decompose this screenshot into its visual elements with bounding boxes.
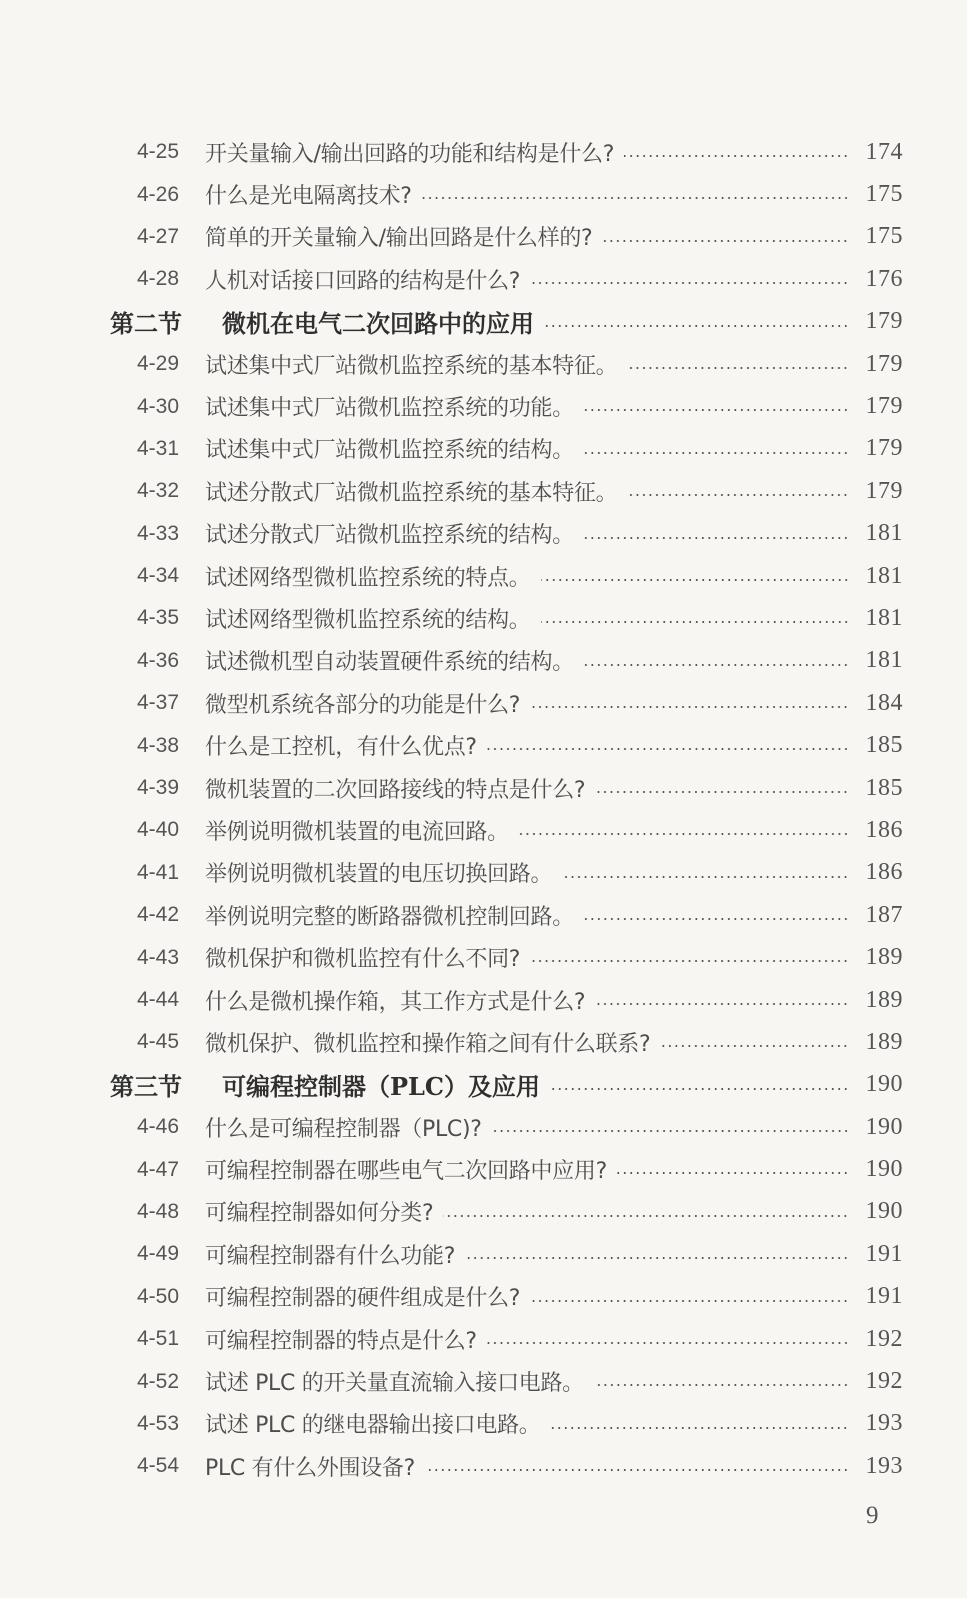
- entry-title: 微机保护和微机监控有什么不同?: [205, 947, 521, 973]
- toc-entry-row[interactable]: [0, 809, 967, 851]
- entry-number: 4-51: [137, 1327, 180, 1351]
- dot-leader: [487, 748, 849, 750]
- entry-page-number: 181: [865, 647, 903, 674]
- entry-title: PLC 有什么外围设备?: [205, 1455, 415, 1481]
- dot-leader: [425, 1469, 849, 1471]
- toc-entry-row[interactable]: [0, 1233, 967, 1275]
- entry-page-number: 190: [865, 1198, 903, 1225]
- entry-title: 试述微机型自动装置硬件系统的结构。: [205, 650, 574, 676]
- entry-number: 4-32: [137, 479, 180, 503]
- entry-title: 可编程控制器的硬件组成是什么?: [205, 1286, 521, 1312]
- toc-entry-row[interactable]: [0, 894, 967, 936]
- entry-page-number: 175: [865, 181, 903, 208]
- entry-title: 举例说明微机装置的电压切换回路。: [205, 862, 553, 888]
- dot-leader: [584, 409, 849, 411]
- entry-number: 4-30: [137, 394, 180, 418]
- entry-title: 微机装置的二次回路接线的特点是什么?: [205, 777, 586, 803]
- dot-leader: [530, 282, 849, 284]
- section-label: 第三节: [110, 1072, 182, 1102]
- toc-entry-row[interactable]: [0, 1360, 967, 1402]
- entry-page-number: 181: [865, 562, 903, 589]
- section-label: 第二节: [110, 309, 182, 339]
- page-number: 9: [866, 1502, 879, 1529]
- entry-title: 试述分散式厂站微机监控系统的结构。: [205, 523, 574, 549]
- entry-page-number: 190: [865, 1071, 903, 1098]
- toc-section-row[interactable]: [0, 301, 967, 343]
- entry-page-number: 191: [865, 1283, 903, 1310]
- entry-page-number: 186: [865, 816, 903, 843]
- dot-leader: [519, 833, 849, 835]
- dot-leader: [627, 367, 849, 369]
- entry-page-number: 185: [865, 774, 903, 801]
- entry-page-number: 186: [865, 859, 903, 886]
- entry-title: 微型机系统各部分的功能是什么?: [205, 692, 521, 718]
- dot-leader: [530, 1300, 849, 1302]
- entry-number: 4-54: [137, 1454, 180, 1478]
- entry-number: 4-53: [137, 1411, 180, 1435]
- entry-title: 什么是微机操作箱，其工作方式是什么?: [205, 989, 586, 1015]
- entry-title: 试述 PLC 的开关量直流输入接口电路。: [205, 1371, 584, 1397]
- toc-entry-row[interactable]: [0, 682, 967, 724]
- toc-section-row[interactable]: [0, 1064, 967, 1106]
- entry-number: 4-26: [137, 182, 180, 206]
- toc-entry-row[interactable]: [0, 724, 967, 766]
- entry-number: 4-44: [137, 988, 180, 1011]
- entry-page-number: 189: [865, 1028, 903, 1055]
- entry-page-number: 184: [865, 689, 903, 716]
- entry-title: 举例说明微机装置的电流回路。: [205, 819, 509, 845]
- dot-leader: [541, 579, 849, 581]
- dot-leader: [550, 1427, 849, 1429]
- dot-leader: [602, 240, 849, 242]
- toc-entry-row[interactable]: [0, 597, 967, 639]
- dot-leader: [422, 197, 849, 199]
- toc-entry-row[interactable]: [0, 470, 967, 512]
- dot-leader: [465, 1257, 849, 1259]
- entry-page-number: 190: [865, 1113, 903, 1140]
- section-title: 可编程控制器（PLC）及应用: [222, 1072, 541, 1102]
- entry-title: 开关量输入/输出回路的功能和结构是什么?: [205, 141, 615, 167]
- section-title: 微机在电气二次回路中的应用: [222, 309, 534, 339]
- entry-title: 试述集中式厂站微机监控系统的基本特征。: [205, 353, 618, 379]
- entry-number: 4-43: [137, 945, 180, 969]
- entry-title: 人机对话接口回路的结构是什么?: [205, 268, 521, 294]
- entry-number: 4-36: [137, 648, 180, 672]
- entry-page-number: 174: [865, 138, 903, 165]
- toc-entry-row[interactable]: [0, 1445, 967, 1487]
- toc-entry-row[interactable]: [0, 343, 967, 385]
- entry-number: 4-27: [137, 224, 180, 248]
- dot-leader: [562, 876, 849, 878]
- entry-title: 试述网络型微机监控系统的结构。: [205, 607, 531, 633]
- toc-entry-row[interactable]: [0, 767, 967, 809]
- toc-entry-row[interactable]: [0, 1191, 967, 1233]
- entry-title: 可编程控制器在哪些电气二次回路中应用?: [205, 1159, 607, 1185]
- entry-page-number: 176: [865, 265, 903, 292]
- entry-page-number: 181: [865, 604, 903, 631]
- dot-leader: [443, 1215, 849, 1217]
- entry-page-number: 192: [865, 1325, 903, 1352]
- dot-leader: [584, 452, 849, 454]
- toc-entry-row[interactable]: [0, 1106, 967, 1148]
- toc-entry-row[interactable]: [0, 1403, 967, 1445]
- toc-entry-row[interactable]: [0, 513, 967, 555]
- entry-number: 4-25: [137, 140, 180, 164]
- dot-leader: [487, 1342, 849, 1344]
- toc-entry-row[interactable]: [0, 640, 967, 682]
- entry-page-number: 192: [865, 1368, 903, 1395]
- dot-leader: [624, 155, 849, 157]
- entry-page-number: 179: [865, 308, 903, 335]
- entry-title: 简单的开关量输入/输出回路是什么样的?: [205, 226, 593, 252]
- dot-leader: [627, 494, 849, 496]
- entry-page-number: 191: [865, 1240, 903, 1267]
- entry-title: 试述集中式厂站微机监控系统的结构。: [205, 438, 574, 464]
- entry-number: 4-46: [137, 1115, 180, 1139]
- dot-leader: [660, 1045, 849, 1047]
- entry-title: 试述集中式厂站微机监控系统的功能。: [205, 396, 574, 422]
- entry-page-number: 187: [865, 901, 903, 928]
- entry-page-number: 189: [865, 944, 903, 971]
- entry-page-number: 179: [865, 350, 903, 377]
- entry-title: 试述网络型微机监控系统的特点。: [205, 565, 531, 591]
- entry-number: 4-28: [137, 267, 180, 291]
- dot-leader: [541, 621, 849, 623]
- dot-leader: [584, 918, 849, 920]
- dot-leader: [550, 1088, 849, 1090]
- entry-page-number: 193: [865, 1452, 903, 1479]
- entry-number: 4-39: [137, 776, 180, 800]
- table-of-contents: [0, 131, 967, 1488]
- entry-number: 4-31: [137, 436, 180, 460]
- dot-leader: [530, 706, 849, 708]
- entry-number: 4-29: [137, 352, 180, 376]
- entry-number: 4-42: [137, 903, 180, 927]
- toc-entry-row[interactable]: [0, 131, 967, 173]
- toc-entry-row[interactable]: [0, 1148, 967, 1190]
- dot-leader: [544, 325, 849, 327]
- toc-entry-row[interactable]: [0, 428, 967, 470]
- entry-number: 4-50: [137, 1284, 180, 1308]
- entry-number: 4-49: [137, 1242, 180, 1266]
- entry-title: 什么是可编程控制器（PLC)?: [205, 1116, 482, 1142]
- entry-page-number: 179: [865, 435, 903, 462]
- entry-page-number: 190: [865, 1156, 903, 1183]
- toc-entry-row[interactable]: [0, 258, 967, 300]
- toc-entry-row[interactable]: [0, 1021, 967, 1063]
- dot-leader: [492, 1130, 849, 1132]
- entry-number: 4-47: [137, 1157, 180, 1181]
- entry-page-number: 179: [865, 477, 903, 504]
- toc-entry-row[interactable]: [0, 216, 967, 258]
- entry-title: 举例说明完整的断路器微机控制回路。: [205, 904, 574, 930]
- entry-page-number: 189: [865, 986, 903, 1013]
- toc-entry-row[interactable]: [0, 555, 967, 597]
- entry-title: 可编程控制器如何分类?: [205, 1201, 434, 1227]
- entry-title: 什么是光电隔离技术?: [205, 184, 412, 210]
- entry-number: 4-33: [137, 521, 180, 545]
- entry-number: 4-45: [137, 1030, 180, 1054]
- toc-entry-row[interactable]: [0, 173, 967, 215]
- entry-number: 4-40: [137, 818, 180, 842]
- entry-number: 4-38: [137, 733, 180, 757]
- entry-number: 4-52: [137, 1369, 180, 1393]
- entry-number: 4-37: [137, 691, 180, 715]
- entry-number: 4-34: [137, 564, 180, 588]
- entry-page-number: 175: [865, 223, 903, 250]
- dot-leader: [595, 791, 849, 793]
- entry-number: 4-48: [137, 1199, 180, 1223]
- dot-leader: [617, 1172, 849, 1174]
- toc-entry-row[interactable]: [0, 852, 967, 894]
- toc-entry-row[interactable]: [0, 385, 967, 427]
- entry-title: 试述分散式厂站微机监控系统的基本特征。: [205, 480, 618, 506]
- entry-title: 微机保护、微机监控和操作箱之间有什么联系?: [205, 1031, 651, 1057]
- toc-entry-row[interactable]: [0, 936, 967, 978]
- toc-entry-row[interactable]: [0, 1318, 967, 1360]
- dot-leader: [595, 1003, 849, 1005]
- entry-number: 4-41: [137, 860, 180, 884]
- entry-title: 试述 PLC 的继电器输出接口电路。: [205, 1413, 541, 1439]
- entry-title: 什么是工控机，有什么优点?: [205, 735, 477, 761]
- entry-number: 4-35: [137, 606, 180, 630]
- toc-entry-row[interactable]: [0, 1276, 967, 1318]
- toc-entry-row[interactable]: [0, 979, 967, 1021]
- entry-page-number: 181: [865, 520, 903, 547]
- dot-leader: [584, 664, 849, 666]
- dot-leader: [594, 1384, 849, 1386]
- entry-page-number: 185: [865, 732, 903, 759]
- entry-page-number: 193: [865, 1410, 903, 1437]
- entry-page-number: 179: [865, 393, 903, 420]
- dot-leader: [530, 960, 849, 962]
- entry-title: 可编程控制器有什么功能?: [205, 1243, 456, 1269]
- entry-title: 可编程控制器的特点是什么?: [205, 1328, 477, 1354]
- dot-leader: [584, 537, 849, 539]
